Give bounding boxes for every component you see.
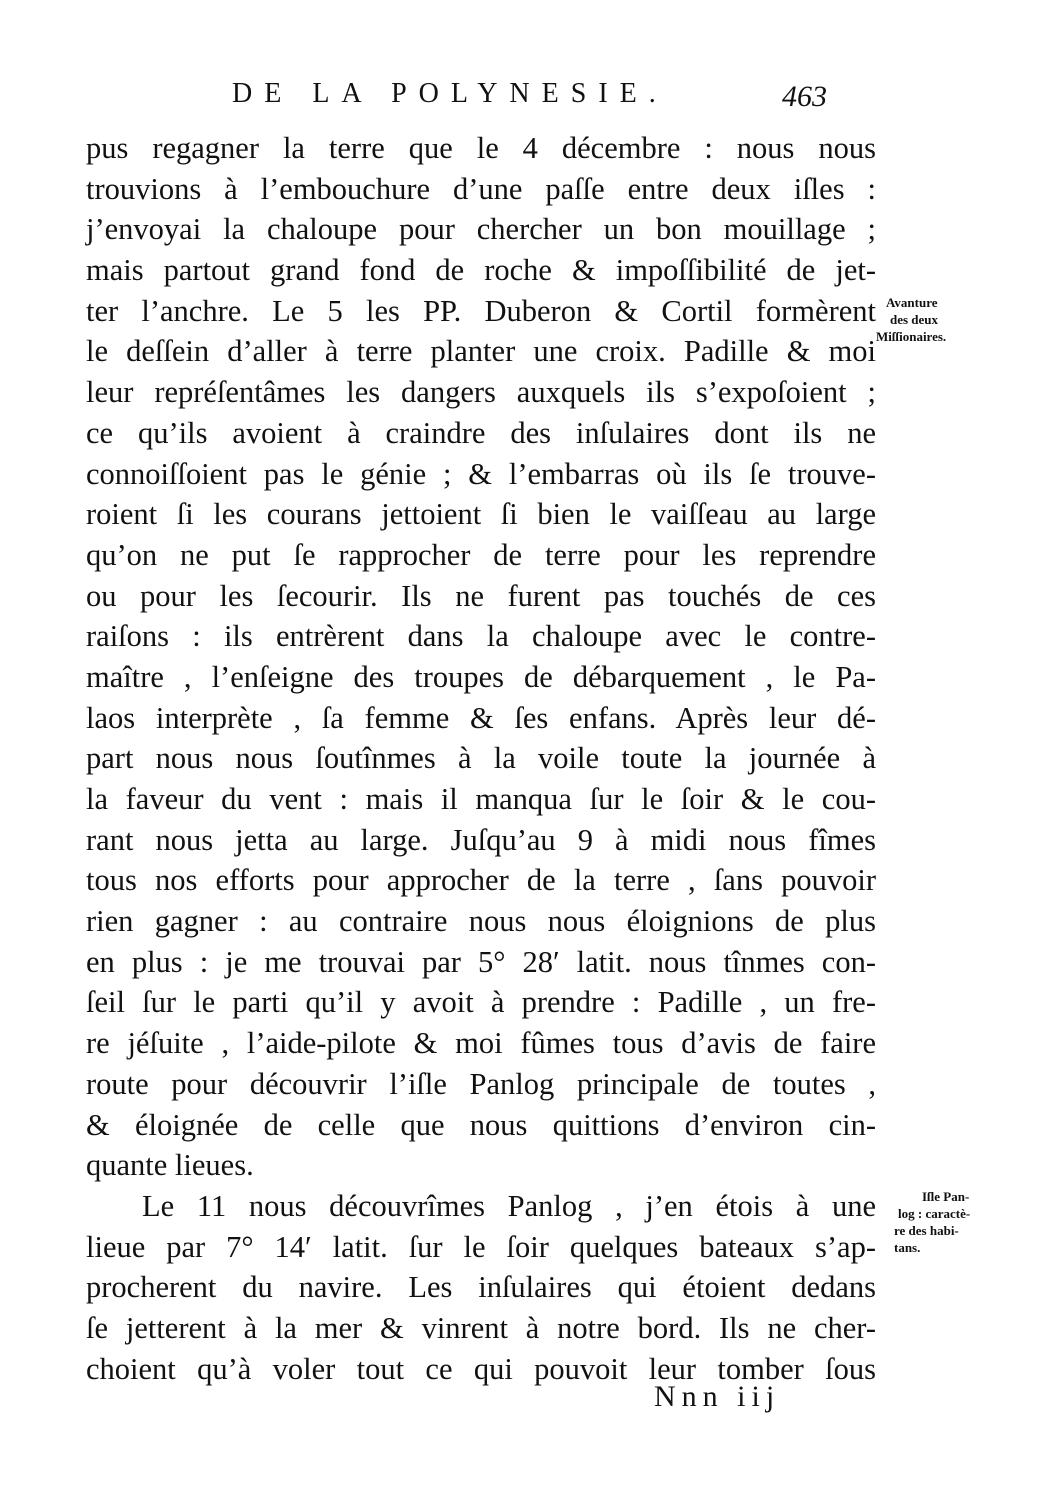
text-line: choient qu’à voler tout ce qui pouvoit leur tomber ſous (86, 1351, 876, 1386)
text-line: la faveur du vent : mais il manqua ſur le ſoir & le cou- (86, 782, 876, 816)
text-line: j’envoyai la chaloupe pour chercher un bon mouillage ; (86, 212, 876, 247)
text-line: Le 11 nous découvrîmes Panlog , j’en étois à une (142, 1188, 876, 1223)
text-line: ce qu’ils avoient à craindre des inſulaires dont ils ne (86, 415, 876, 450)
text-line: pus regagner la terre que le 4 décembre : nous nous (86, 131, 876, 165)
text-line: route pour découvrir l’iſle Panlog principale de toutes , (86, 1066, 876, 1101)
text-line: rant nous jetta au large. Juſqu’au 9 à midi nous fîmes (86, 822, 876, 857)
text-line: connoiſſoient pas le génie ; & l’embarras où ils ſe trouve- (86, 456, 876, 491)
signature-mark: Nnn iij (654, 1380, 781, 1413)
margin-note-line: re des habi- (894, 1223, 959, 1238)
text-line: lieue par 7° 14′ latit. ſur le ſoir quelques bateaux s’ap- (86, 1229, 876, 1264)
text-line: laos interprète , ſa femme & ſes enfans. Après leur dé- (86, 700, 876, 735)
text-line: & éloignée de celle que nous quittions d’environ cin- (86, 1107, 876, 1142)
margin-note-panlog (890, 1188, 1020, 1256)
text-line: rien gagner : au contraire nous nous éloignions de plus (86, 904, 876, 939)
body-text (86, 128, 876, 1389)
text-line: ſe jetterent à la mer & vinrent à notre bord. Ils ne cher- (86, 1310, 876, 1345)
margin-note-line: tans. (894, 1240, 921, 1255)
text-line: part nous nous ſoutînmes à la voile toute la journée à (86, 741, 876, 776)
text-line: leur repréſentâmes les dangers auxquels ils s’expoſoient ; (86, 375, 876, 410)
running-title: DE LA POLYNESIE. (232, 78, 668, 109)
text-line: ſeil ſur le parti qu’il y avoit à prendre : Padille , un fre- (86, 985, 876, 1020)
margin-note-line: Miſſionaires. (876, 329, 947, 344)
margin-note-line: Avanture (886, 295, 938, 310)
text-line: procherent du navire. Les inſulaires qui étoient dedans (86, 1270, 876, 1305)
text-line: qu’on ne put ſe rapprocher de terre pour les reprendre (86, 537, 876, 572)
margin-note-line: des deux (890, 312, 939, 327)
text-line: maître , l’enſeigne des troupes de débarquement , le Pa- (86, 659, 876, 694)
margin-note-line: log : caractè- (898, 1206, 971, 1221)
text-line: le deſſein d’aller à terre planter une croix. Padille & moi (86, 334, 876, 369)
text-line: re jéſuite , l’aide-pilote & moi fûmes tous d’avis de faire (86, 1026, 876, 1061)
text-line: ter l’anchre. Le 5 les PP. Duberon & Cortil formèrent (86, 293, 876, 328)
text-line: mais partout grand fond de roche & impoſſibilité de jet- (86, 253, 876, 288)
page-number: 463 (782, 80, 827, 113)
text-line: ou pour les ſecourir. Ils ne furent pas touchés de ces (86, 578, 876, 613)
margin-note-line: Iſle Pan- (922, 1189, 970, 1204)
margin-note-missionaries (876, 294, 1016, 345)
text-line: quante lieues. (86, 1148, 254, 1183)
text-line: raiſons : ils entrèrent dans la chaloupe avec le contre- (86, 619, 876, 654)
text-line: trouvions à l’embouchure d’une paſſe entre deux iſles : (86, 171, 876, 206)
text-line: en plus : je me trouvai par 5° 28′ latit. nous tînmes con- (86, 944, 876, 979)
text-line: tous nos efforts pour approcher de la terre , ſans pouvoir (86, 863, 876, 898)
text-line: roient ſi les courans jettoient ſi bien le vaiſſeau au large (86, 497, 876, 532)
